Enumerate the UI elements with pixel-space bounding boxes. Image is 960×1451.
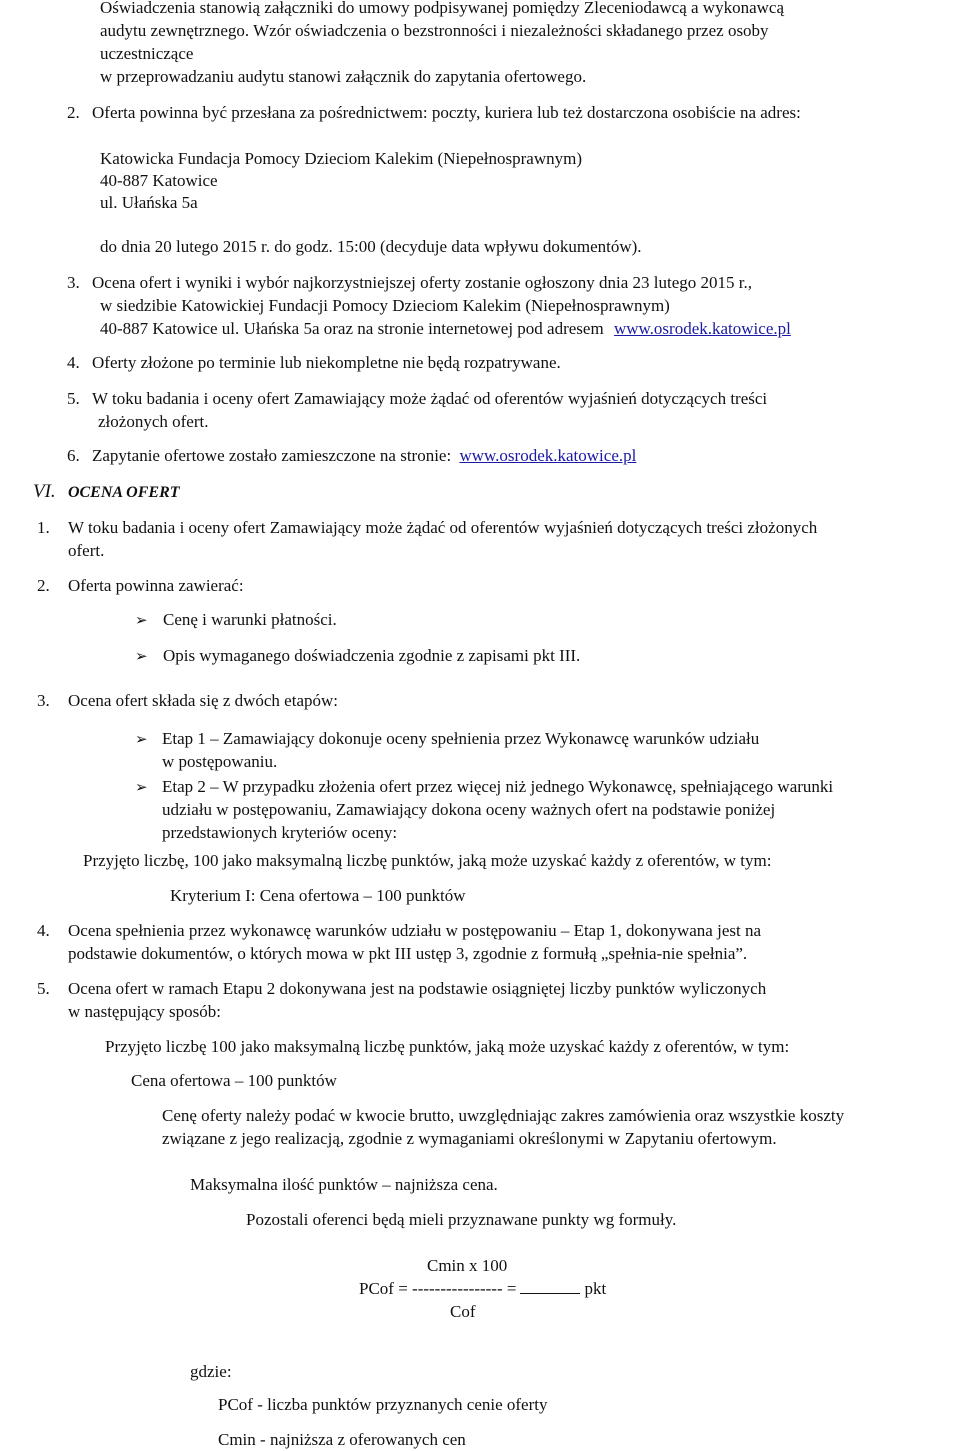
stage-2-assessment-line-2: w następujący sposób: <box>68 1002 221 1021</box>
stage-2-line-1: Etap 2 – W przypadku złożenia ofert przez więcej niż jednego Wykonawcę, spełniającego warunki <box>162 777 834 796</box>
item-number: 2. <box>67 103 80 122</box>
max-points-lowest-price: Maksymalna ilość punktów – najniższa cena. <box>190 1175 498 1194</box>
website-link[interactable]: www.osrodek.katowice.pl <box>459 446 637 465</box>
bullet-price: Cenę i warunki płatności. <box>163 610 337 629</box>
item-number: 4. <box>37 921 50 940</box>
bullet-experience: Opis wymaganego doświadczenia zgodnie z zapisami pkt III. <box>163 646 581 665</box>
arrow-bullet-icon: ➢ <box>135 778 148 796</box>
definition-pcof: PCof - liczba punktów przyznanych cenie oferty <box>218 1395 548 1414</box>
item-number: 5. <box>67 389 80 408</box>
late-offers-note: Oferty złożone po terminie lub niekompletne nie będą rozpatrywane. <box>92 353 561 372</box>
website-link[interactable]: www.osrodek.katowice.pl <box>613 319 791 338</box>
gross-price-line-2: związane z jego realizacją, zgodnie z wymaganiami określonymi w Zapytaniu ofertowym. <box>162 1129 777 1148</box>
clarification-line-1: W toku badania i oceny ofert Zamawiający może żądać od oferentów wyjaśnień dotyczących treści <box>92 389 768 408</box>
results-line-3 <box>100 318 791 340</box>
section-title: OCENA OFERT <box>67 484 180 501</box>
stage-2-line-3: przedstawionych kryteriów oceny: <box>162 823 398 842</box>
formula-numerator: Cmin x 100 <box>427 1256 508 1275</box>
vi-1-line-1: W toku badania i oceny ofert Zamawiający może żądać od oferentów wyjaśnień dotyczących treści złożonych <box>68 518 818 537</box>
stage-1-line-1: Etap 1 – Zamawiający dokonuje oceny spełnienia przez Wykonawcę warunków udziału <box>162 729 760 748</box>
address-line-2: 40-887 Katowice <box>100 171 218 190</box>
address-line-3: ul. Ułańska 5a <box>100 193 198 212</box>
criterion: Kryterium I: Cena ofertowa – 100 punktów <box>170 886 466 905</box>
section-heading <box>33 481 180 504</box>
where-label: gdzie: <box>190 1362 232 1381</box>
clarification-line-2: złożonych ofert. <box>98 412 209 431</box>
price-criterion: Cena ofertowa – 100 punktów <box>131 1071 337 1090</box>
gross-price-line-1: Cenę oferty należy podać w kwocie brutto, uwzględniając zakres zamówienia oraz wszystkie koszty <box>162 1106 845 1125</box>
publication-text: Zapytanie ofertowe zostało zamieszczone na stronie: <box>92 446 452 465</box>
stage-1-assessment-line-2: podstawie dokumentów, o których mowa w pkt III ustęp 3, zgodnie z formułą „spełnia-nie spełnia”. <box>68 944 748 963</box>
deadline: do dnia 20 lutego 2015 r. do godz. 15:00 (decyduje data wpływu dokumentów). <box>100 237 642 256</box>
delivery-instructions: Oferta powinna być przesłana za pośrednictwem: poczty, kuriera lub też dostarczona osobiście na adres: <box>92 103 801 122</box>
formula-denominator: Cof <box>450 1302 476 1321</box>
max-points-note: Przyjęto liczbę 100 jako maksymalną liczbę punktów, jaką może uzyskać każdy z oferentów, w tym: <box>105 1037 790 1056</box>
stage-2-assessment-line-1: Ocena ofert w ramach Etapu 2 dokonywana jest na podstawie osiągniętej liczby punktów wyliczonych <box>68 979 767 998</box>
offer-contents: Oferta powinna zawierać: <box>68 576 244 595</box>
formula-main <box>359 1278 606 1300</box>
intro-line-3: uczestniczące <box>100 44 194 63</box>
max-points-note: Przyjęto liczbę, 100 jako maksymalną liczbę punktów, jaką może uzyskać każdy z oferentów, w tym: <box>83 851 772 870</box>
intro-line-2: audytu zewnętrznego. Wzór oświadczenia o bezstronności i niezależności składanego przez osoby <box>100 21 769 40</box>
intro-line-1: Oświadczenia stanowią załączniki do umowy podpisywanej pomiędzy Zleceniodawcą a wykonawcą <box>100 0 785 17</box>
others-formula-note: Pozostali oferenci będą mieli przyznawane punkty wg formuły. <box>246 1210 677 1229</box>
evaluation-stages: Ocena ofert składa się z dwóch etapów: <box>68 691 338 710</box>
results-line-3-text: 40-887 Katowice ul. Ułańska 5a oraz na stronie internetowej pod adresem <box>100 319 604 338</box>
stage-2-line-2: udziału w postępowaniu, Zamawiający dokona oceny ważnych ofert na podstawie poniżej <box>162 800 776 819</box>
item-number: 6. <box>67 446 80 465</box>
item-number: 3. <box>37 691 50 710</box>
stage-1-line-2: w postępowaniu. <box>162 752 278 771</box>
results-line-2: w siedzibie Katowickiej Fundacji Pomocy Dzieciom Kalekim (Niepełnosprawnym) <box>100 296 670 315</box>
item-number: 1. <box>37 518 50 537</box>
arrow-bullet-icon: ➢ <box>135 730 148 748</box>
definition-cmin: Cmin - najniższa z oferowanych cen <box>218 1430 466 1449</box>
vi-1-line-2: ofert. <box>68 541 105 560</box>
item-number: 2. <box>37 576 50 595</box>
publication-line <box>92 445 636 467</box>
arrow-bullet-icon: ➢ <box>135 611 148 629</box>
results-line-1: Ocena ofert i wyniki i wybór najkorzystniejszej oferty zostanie ogłoszony dnia 23 lutego 2015 r., <box>92 273 753 292</box>
item-number: 3. <box>67 273 80 292</box>
arrow-bullet-icon: ➢ <box>135 647 148 665</box>
formula-text: PCof = ---------------- = <box>359 1279 517 1298</box>
formula-unit: pkt <box>584 1279 607 1298</box>
item-number: 4. <box>67 353 80 372</box>
section-numeral: VI. <box>33 481 56 502</box>
formula-blank <box>520 1279 580 1294</box>
address-line-1: Katowicka Fundacja Pomocy Dzieciom Kalekim (Niepełnosprawnym) <box>100 149 583 168</box>
intro-line-4: w przeprowadzaniu audytu stanowi załącznik do zapytania ofertowego. <box>100 67 587 86</box>
stage-1-assessment-line-1: Ocena spełnienia przez wykonawcę warunków udziału w postępowaniu – Etap 1, dokonywana jest na <box>68 921 761 940</box>
item-number: 5. <box>37 979 50 998</box>
